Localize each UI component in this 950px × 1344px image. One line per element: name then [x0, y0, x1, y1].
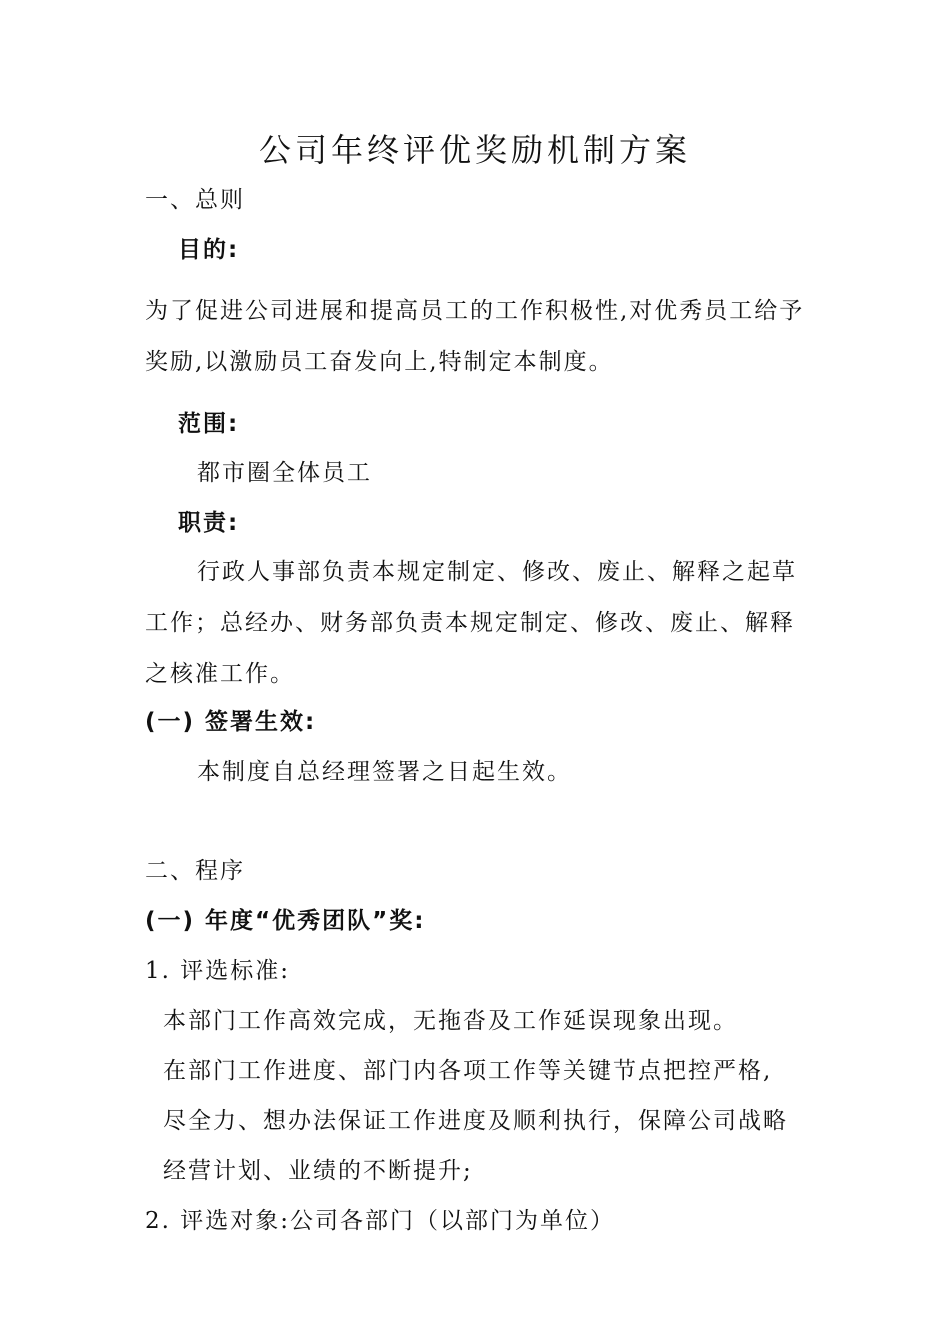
section1-heading: 一、总则 — [145, 187, 245, 213]
duty-text: 行政人事部负责本规定制定、修改、废止、解释之起草工作；总经办、财务部负责本规定制定、修改、废止、解释之核准工作。 — [145, 559, 797, 687]
criteria-line-2: 在部门工作进度、部门内各项工作等关键节点把控严格, — [163, 1058, 773, 1084]
effective-text: 本制度自总经理签署之日起生效。 — [197, 759, 572, 785]
scope-text: 都市圈全体员工 — [197, 460, 372, 486]
effective-label: (一) 签署生效: — [145, 709, 317, 735]
scope-label: 范围: — [178, 411, 240, 437]
criteria-line-1: 本部门工作高效完成，无拖沓及工作延误现象出现。 — [163, 1008, 738, 1034]
criteria-label: 1. 评选标准: — [145, 958, 291, 984]
target-label: 2. 评选对象:公司各部门（以部门为单位） — [145, 1208, 616, 1234]
purpose-text: 为了促进公司进展和提高员工的工作积极性,对优秀员工给予奖励,以激励员工奋发向上,特制定本制度。 — [145, 298, 805, 375]
purpose-label: 目的: — [178, 237, 240, 263]
section2-heading: 二、程序 — [145, 858, 245, 884]
criteria-line-4: 经营计划、业绩的不断提升; — [163, 1158, 473, 1184]
award-heading: (一) 年度“优秀团队”奖: — [145, 908, 426, 934]
duty-label: 职责: — [178, 510, 240, 536]
document-title: 公司年终评优奖励机制方案 — [258, 131, 691, 169]
criteria-line-3: 尽全力、想办法保证工作进度及顺利执行，保障公司战略 — [163, 1108, 788, 1134]
